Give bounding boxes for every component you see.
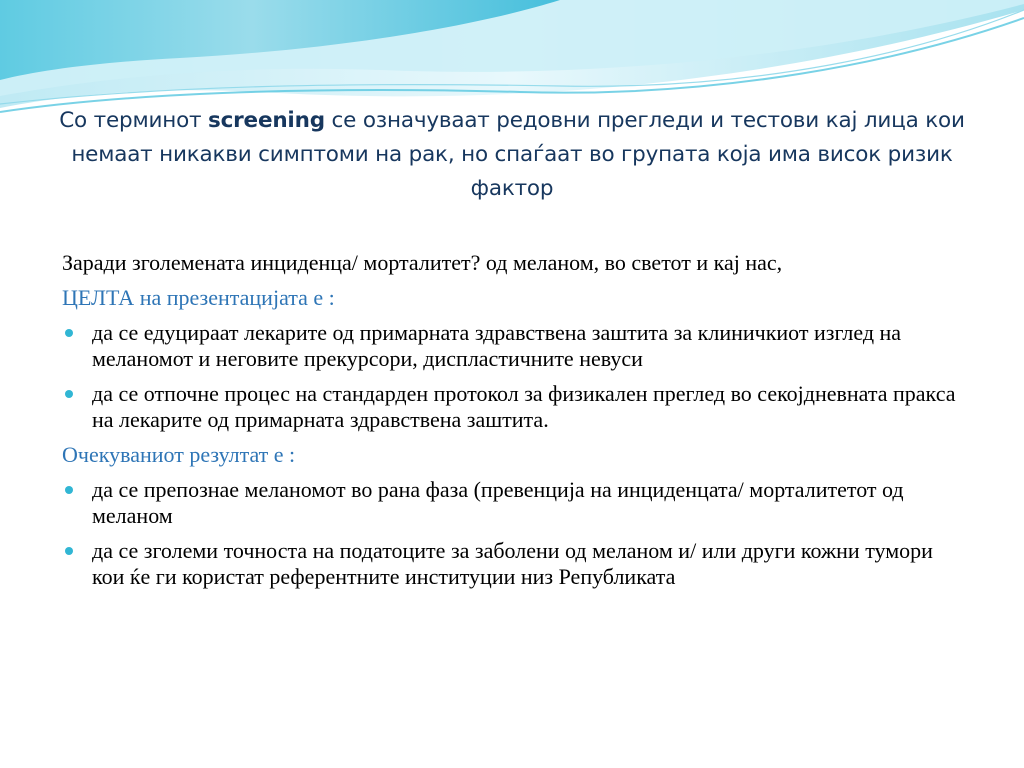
result-heading: Очекуваниот резултат е : [62, 442, 296, 467]
bullet-text: да се препознае меланомот во рана фаза (превенција на инциденцата/ морталитетот од меланом [92, 477, 904, 528]
goal-heading: ЦЕЛТА на презентацијата е : [62, 285, 335, 310]
intro-paragraph: Заради зголемената инциденца/ морталитет? од меланом, во светот и кај нас, [62, 250, 783, 275]
bullet-item [62, 381, 962, 433]
slide-title [40, 104, 984, 206]
bullet-item [62, 538, 962, 590]
bullet-dot-icon [65, 486, 73, 494]
title-prefix: Со терминот [59, 108, 209, 133]
bullet-dot-icon [65, 390, 73, 398]
title-suffix: се означуваат редовни прегледи и тестови кај лица кои немаат никакви симптоми на рак, но спаѓаат во групата која има висок ризик фактор [71, 108, 965, 201]
bullet-item [62, 320, 962, 372]
bullet-item [62, 477, 962, 529]
slide-body [62, 250, 962, 599]
title-keyword: screening [208, 108, 325, 133]
bullet-text: да се едуцираат лекарите од примарната здравствена заштита за клиничкиот изглед на меланомот и неговите прекурсори, диспластичните невуси [92, 320, 902, 371]
bullet-text: да се отпочне процес на стандарден протокол за физикален преглед во секојдневната пракса на лекарите од примарната здравствена заштита. [92, 381, 956, 432]
bullet-text: да се зголеми точноста на податоците за заболени од меланом и/ или други кожни тумори кои ќе ги користат референтните институции низ Републиката [92, 538, 933, 589]
bullet-dot-icon [65, 329, 73, 337]
bullet-dot-icon [65, 547, 73, 555]
